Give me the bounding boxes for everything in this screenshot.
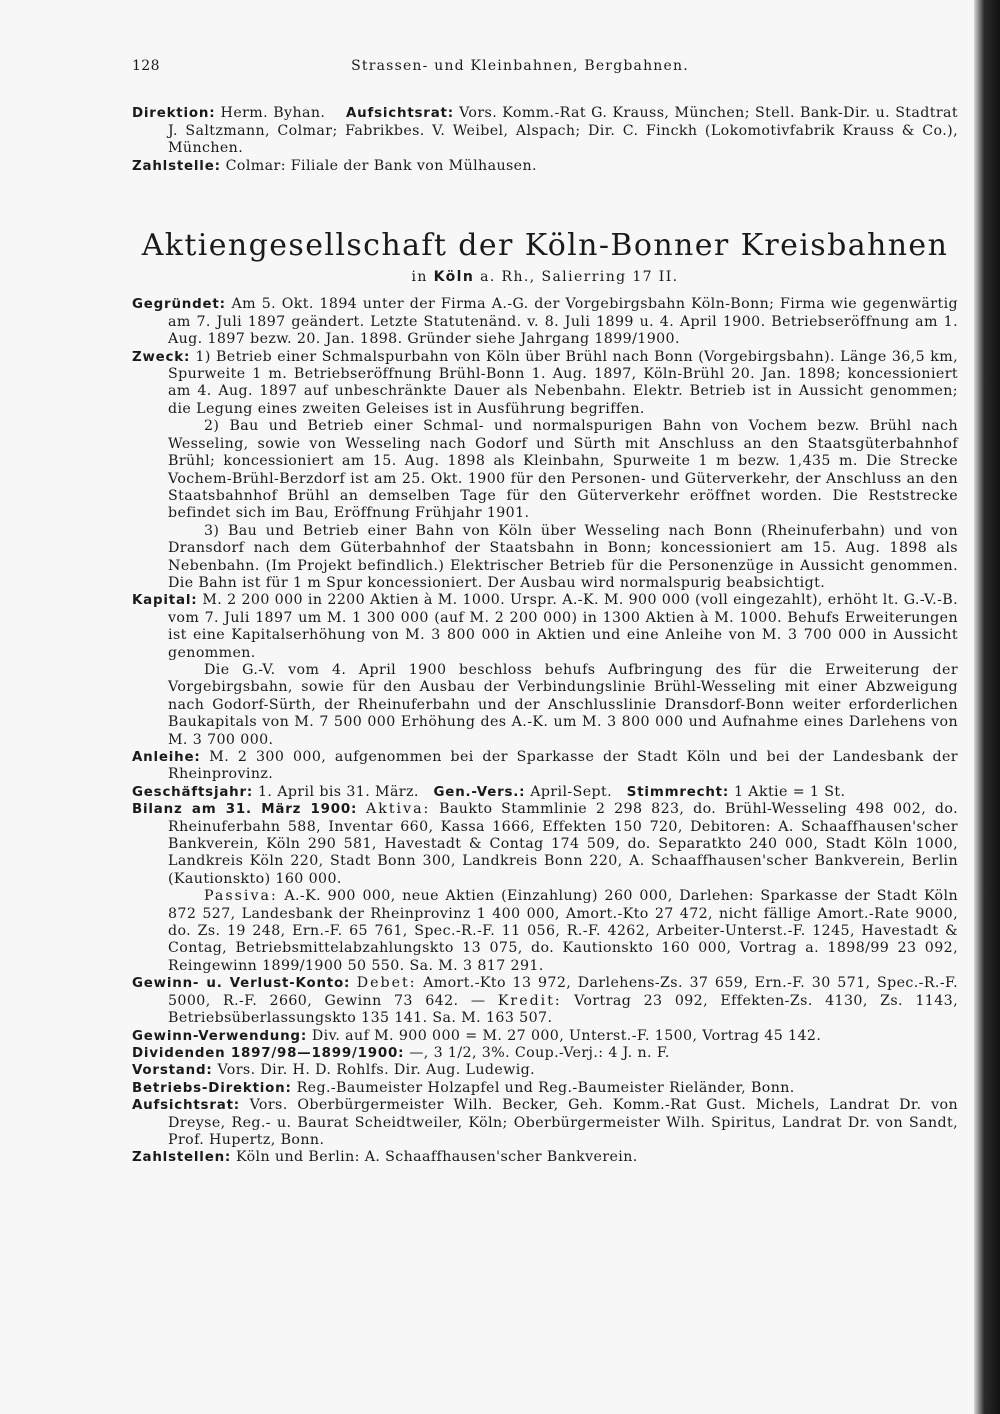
address-city: Köln	[433, 269, 475, 286]
text-betriebsdirektion: Reg.-Baumeister Holzapfel und Reg.-Baumeister Rieländer, Bonn.	[296, 1079, 795, 1096]
label-gewinnverwendung: Gewinn-Verwendung:	[132, 1028, 307, 1044]
label-aufsichtsrat: Aufsichtsrat:	[132, 1098, 240, 1114]
section-zweck	[132, 349, 958, 419]
text-stimmrecht: 1 Aktie = 1 St.	[733, 783, 846, 800]
text-debet: Amort.-Kto 13 972, Darlehens-Zs. 37 659, Ern.-F. 30 571, Spec.-R.-F. 5000, R.-F. 2660, Gewinn 73 642. —	[168, 975, 958, 1009]
label-geschaeftsjahr: Geschäftsjahr:	[132, 784, 254, 800]
running-header	[132, 58, 958, 75]
text-direktion: Herm. Byhan.	[220, 105, 326, 122]
company-title: Aktiengesellschaft der Köln-Bonner Kreisbahnen	[141, 228, 949, 264]
text-zweck-2: 2) Bau und Betrieb einer Schmal- und normalspurigen Bahn von Vochem bezw. Brühl nach Wesseling, sowie von Wesseling nach Godorf und Sürth mit Anschluss an den Staatsgüterbahnhof Brühl; koncessioniert am 15. Aug. 1898 als Kleinbahn, Spurweite 1 m bezw. 1,435 m. Die Strecke Vochem-Brühl-Berzdorf ist am 25. Okt. 1900 für den Personen- und Güterverkehr, der Anschluss an den Staatsbahnhof Brühl an demselben Tage für den Güterverkehr eröffnet worden. Die Reststrecke befindet sich im Bau, Eröffnung Frühjahr 1901.	[168, 418, 958, 522]
label-prev-aufsichtsrat: Aufsichtsrat:	[345, 106, 454, 122]
text-genvers: April-Sept.	[530, 783, 613, 800]
label-zweck: Zweck:	[132, 349, 191, 365]
running-title: Strassen- und Kleinbahnen, Bergbahnen.	[351, 58, 689, 74]
text-zweck-1: 1) Betrieb einer Schmalspurbahn von Köln über Brühl nach Bonn (Vorgebirgsbahn). Länge 36,5 km, Spurweite 1 m. Betriebseröffnung Brühl-Bonn 1. Aug. 1897, Köln-Brühl 20. Jan. 1898; koncessioniert am 4. Aug. 1897 auf unbeschränkte Dauer als Nebenbahn. Elektr. Betrieb ist in Aussicht genommen; die Legung eines zweiten Geleises ist in Ausführung begriffen.	[168, 348, 958, 417]
section-bilanz	[132, 801, 958, 888]
section-zweck-2	[132, 418, 958, 522]
label-vorstand: Vorstand:	[132, 1063, 213, 1079]
label-zahlstellen: Zahlstellen:	[132, 1150, 232, 1166]
label-kredit: Kredit:	[497, 992, 562, 1009]
label-debet: Debet:	[356, 975, 417, 992]
prev-entry-direktion	[132, 105, 958, 157]
section-vorstand	[132, 1062, 958, 1079]
section-gegruendet	[132, 296, 958, 348]
company-address	[132, 269, 958, 286]
section-zahlstellen	[132, 1149, 958, 1166]
section-kapital-2	[132, 662, 958, 749]
label-genvers: Gen.-Vers.:	[433, 784, 526, 800]
text-anleihe: M. 2 300 000, aufgenommen bei der Sparkasse der Stadt Köln und bei der Landesbank der Rheinprovinz.	[168, 749, 958, 783]
section-dividenden	[132, 1045, 958, 1062]
text-kapital: M. 2 200 000 in 2200 Aktien à M. 1000. Urspr. A.-K. M. 900 000 (voll eingezahlt), erhöht lt. G.-V.-B. vom 7. Juli 1897 um M. 1 300 000 (auf M. 2 200 000) in 1300 Aktien à M. 1000. Behufs Erweiterungen ist eine Kapitalserhöhung von M. 3 800 000 in Aktien und eine Anleihe von M. 3 700 000 in Aussicht genommen.	[168, 592, 958, 661]
label-dividenden: Dividenden 1897/98—1899/1900:	[132, 1045, 405, 1061]
section-anleihe	[132, 749, 958, 784]
label-betriebsdirektion: Betriebs-Direktion:	[132, 1080, 292, 1096]
text-prev-aufsichtsrat: Vors. Komm.-Rat G. Krauss, München; Stell. Bank-Dir. u. Stadtrat J. Saltzmann, Colmar; Fabrikbes. V. Weibel, Alspach; Dir. C. Finckh (Lokomotivfabrik Krauss & Co.), München.	[168, 105, 958, 157]
label-stimmrecht: Stimmrecht:	[626, 784, 730, 800]
text-zahlstelle: Colmar: Filiale der Bank von Mülhausen.	[225, 157, 537, 174]
text-geschaeftsjahr: 1. April bis 31. März.	[258, 783, 419, 800]
text-zahlstellen: Köln und Berlin: A. Schaaffhausen'scher Bankverein.	[236, 1149, 638, 1166]
label-passiva: Passiva:	[204, 888, 278, 905]
text-gegruendet: Am 5. Okt. 1894 unter der Firma A.-G. der Vorgebirgsbahn Köln-Bonn; Firma wie gegenwärtig am 7. Juli 1897 geändert. Letzte Statutenänd. v. 8. Juli 1899 u. 4. April 1900. Betriebseröffnung am 1. Aug. 1897 bezw. 20. Jan. 1898. Gründer siehe Jahrgang 1899/1900.	[168, 296, 958, 348]
page-edge-shadow	[974, 0, 1000, 1414]
prev-entry-zahlstelle	[132, 158, 958, 175]
text-kapital-2: Die G.-V. vom 4. April 1900 beschloss behufs Aufbringung des für die Erweiterung der Vorgebirgsbahn, sowie für den Ausbau der Verbindungslinie Brühl-Wesseling mit einer Abzweigung nach Godorf-Sürth, der Rheinuferbahn und der Anschlusslinie Dransdorf-Bonn weiter erforderlichen Baukapitals von M. 7 500 000 Erhöhung des A.-K. um M. 3 800 000 und Aufnahme eines Darlehens von M. 3 700 000.	[168, 661, 958, 748]
text-passiva: A.-K. 900 000, neue Aktien (Einzahlung) 260 000, Darlehen: Sparkasse der Stadt Köln 872 527, Landesbank der Rheinprovinz 1 400 000, Amort.-Kto 27 472, nicht fällige Amort.-Rate 9000, do. Zs. 19 248, Ern.-F. 65 761, Spec.-R.-F. 11 056, R.-F. 4262, Arbeiter-Unterst.-F. 1245, Havestadt & Contag, Betriebsmittelabzahlungskto 13 075, do. Kautionskto 160 000, Vortrag a. 1898/99 23 092, Reingewinn 1899/1900 50 550. Sa. M. 3 817 291.	[168, 888, 958, 974]
label-aktiva: Aktiva:	[365, 801, 431, 818]
section-gewinnverwendung	[132, 1028, 958, 1045]
section-zweck-3	[132, 523, 958, 593]
address-rest: a. Rh., Salierring 17 II.	[480, 269, 679, 286]
label-kapital: Kapital:	[132, 593, 198, 609]
text-gewinnverwendung: Div. auf M. 900 000 = M. 27 000, Unterst.-F. 1500, Vortrag 45 142.	[311, 1027, 822, 1044]
label-gegruendet: Gegründet:	[132, 297, 226, 313]
text-kredit: Vortrag 23 092, Effekten-Zs. 4130, Zs. 1143, Betriebsüberlassungskto 135 141. Sa. M. 163 507.	[168, 992, 958, 1027]
label-zahlstelle: Zahlstelle:	[132, 158, 221, 174]
text-vorstand: Vors. Dir. H. D. Rohlfs. Dir. Aug. Ludewig.	[217, 1062, 536, 1079]
page-number: 128	[132, 58, 160, 74]
section-betriebsdirektion	[132, 1080, 958, 1097]
text-dividenden: —, 3 1/2, 3%. Coup.-Verj.: 4 J. n. F.	[409, 1044, 670, 1061]
section-aufsichtsrat	[132, 1097, 958, 1149]
page-content	[132, 58, 958, 1167]
label-anleihe: Anleihe:	[132, 750, 201, 765]
section-kapital	[132, 592, 958, 662]
label-direktion: Direktion:	[132, 106, 216, 122]
text-zweck-3: 3) Bau und Betrieb einer Bahn von Köln über Wesseling nach Bonn (Rheinuferbahn) und von Dransdorf nach dem Güterbahnhof der Staatsbahn in Bonn; koncessioniert am 15. Aug. 1898 als Nebenbahn. (Im Projekt befindlich.) Elektrischer Betrieb für die Personenzüge in Aussicht genommen. Die Bahn ist für 1 m Spur koncessioniert. Der Ausbau wird normalspurig beabsichtigt.	[168, 522, 958, 591]
label-bilanz: Bilanz am 31. März 1900:	[132, 802, 358, 818]
section-guv	[132, 975, 958, 1027]
text-aktiva: Baukto Stammlinie 2 298 823, do. Brühl-Wesseling 498 002, do. Rheinuferbahn 588, Inventar 660, Kassa 1666, Effekten 150 720, Debitoren: A. Schaaffhausen'scher Bankverein, Köln 290 581, Havestadt & Contag 174 509, do. Separatkto 240 000, Stadt Köln 1000, Landkreis Köln 220, Stadt Bonn 300, Landkreis Bonn 220, A. Schaaffhausen'scher Bankverein, Berlin (Kautionskto) 160 000.	[168, 801, 958, 887]
section-geschaeftsjahr	[132, 784, 958, 801]
section-passiva	[132, 888, 958, 975]
label-guv: Gewinn- u. Verlust-Konto:	[132, 976, 351, 992]
address-prefix: in	[411, 269, 428, 286]
text-aufsichtsrat: Vors. Oberbürgermeister Wilh. Becker, Geh. Komm.-Rat Gust. Michels, Landrat Dr. von Dreyse, Reg.- u. Baurat Scheidtweiler, Köln; Oberbürgermeister Wilh. Spiritus, Landrat Dr. von Sandt, Prof. Hupertz, Bonn.	[168, 1097, 958, 1148]
